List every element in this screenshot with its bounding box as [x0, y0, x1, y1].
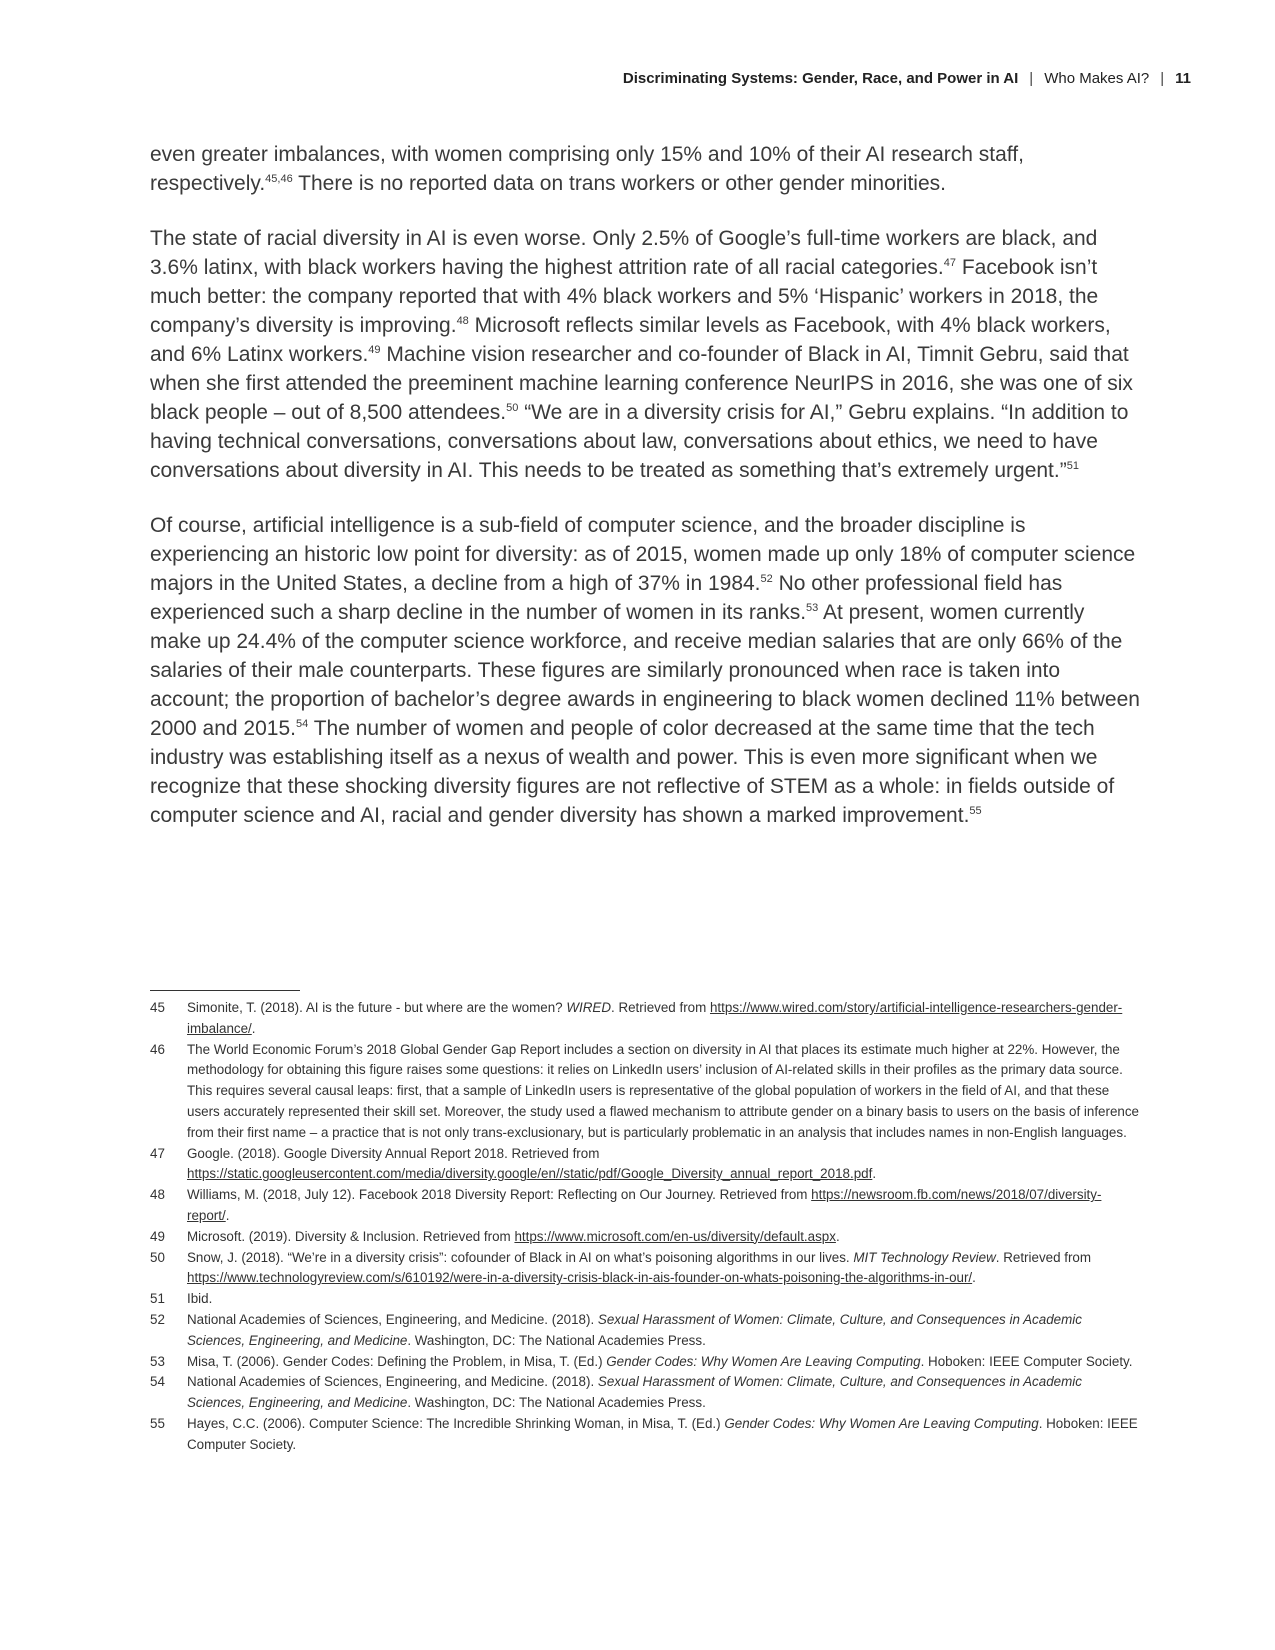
footnote-text: National Academies of Sciences, Engineering, and Medicine. (2018). Sexual Harassment of Women: Climate, Culture, and Consequences in Academic Sciences, Engineering, and Medicine. Washington, DC: The National Academies Press.: [187, 1374, 1082, 1411]
footnote-ref: 47: [943, 257, 956, 269]
footnote-number: 53: [150, 1353, 165, 1369]
footnote-ref: 50: [506, 402, 519, 414]
footnote: [150, 998, 1140, 1040]
footnote: [150, 1352, 1140, 1373]
footnote-text: The World Economic Forum’s 2018 Global Gender Gap Report includes a section on diversity in AI that places its estimate much higher at 22%. However, the methodology for obtaining this figure raises some questions: it relies on LinkedIn users’ inclusion of AI-related skills in their profiles as the primary data source. This requires several causal leaps: first, that a sample of LinkedIn users is representative of the global population of workers in the field of AI, and that these users accurately represented their skill set. Moreover, the study used a flawed mechanism to attribute gender on a binary basis to users on the basis of inference from their first name – a practice that is not only trans-exclusionary, but is particularly problematic in an analysis that includes names in non-English languages.: [187, 1041, 1139, 1140]
footnote-link[interactable]: https://newsroom.fb.com/news/2018/07/diversity-report/: [187, 1187, 1102, 1223]
footnote-text: Google. (2018). Google Diversity Annual Report 2018. Retrieved from https://static.googleusercontent.com/media/diversity.google/en//static/pdf/Google_Diversity_annual_report_2018.pdf.: [187, 1145, 877, 1182]
footnote-text: Simonite, T. (2018). AI is the future - but where are the women? WIRED. Retrieved from https://www.wired.com/story/artificial-intelligence-researchers-gender-imbalance/.: [187, 1000, 1123, 1036]
body-text: At present, women currently make up 24.4% of the computer science workforce, and receive median salaries that are only 66% of the salaries of their male counterparts. These figures are similarly pronounced when race is taken into account; the proportion of bachelor’s degree awards in engineering to black women declined 11% between 2000 and 2015.: [150, 601, 1140, 740]
footnote: [150, 1414, 1140, 1456]
footnote-ref: 49: [368, 344, 381, 356]
footnote-text: Snow, J. (2018). “We’re in a diversity crisis”: cofounder of Black in AI on what’s poisoning algorithms in our lives. MIT Technology Review. Retrieved from https://www.technologyreview.com/s/610192/were-in-a-diversity-crisis-black-in-ais-founder-on-whats-poisoning-the-algorithms-in-our/.: [187, 1249, 1092, 1286]
footnote: [150, 1372, 1140, 1414]
footnote-text: Ibid.: [187, 1291, 213, 1307]
footnote: [150, 1289, 1140, 1310]
footnote-link[interactable]: https://www.technologyreview.com/s/610192/were-in-a-diversity-crisis-black-in-ais-founder-on-whats-poisoning-the-algorithms-in-our/: [187, 1270, 973, 1286]
footnote: [150, 1040, 1140, 1144]
footnote: [150, 1248, 1140, 1290]
footnote-ref: 51: [1066, 460, 1079, 472]
page-number: 11: [1175, 70, 1191, 87]
body-text: Microsoft reflects similar levels as Facebook, with 4% black workers, and 6% Latinx workers.: [150, 314, 1111, 366]
paragraph-racial-diversity: [150, 224, 1140, 485]
footnote-link[interactable]: https://www.microsoft.com/en-us/diversity/default.aspx: [514, 1228, 836, 1244]
body-text: Machine vision researcher and co-founder of Black in AI, Timnit Gebru, said that when she first attended the preeminent machine learning conference NeurIPS in 2016, she was one of six black people – out of 8,500 attendees.: [150, 343, 1133, 424]
body-text: The number of women and people of color decreased at the same time that the tech industry was establishing itself as a nexus of wealth and power. This is even more significant when we recognize that these shocking diversity figures are not reflective of STEM as a whole: in fields outside of computer science and AI, racial and gender diversity has shown a marked improvement.: [150, 717, 1115, 827]
footnote: [150, 1185, 1140, 1227]
footnote-number: 54: [150, 1374, 165, 1390]
footnote-ref: 52: [760, 573, 773, 585]
body-text: even greater imbalances, with women comprising only 15% and 10% of their AI research staff, respectively.: [150, 143, 1024, 195]
footnote-number: 51: [150, 1291, 165, 1307]
body-text: The state of racial diversity in AI is even worse. Only 2.5% of Google’s full-time workers are black, and 3.6% latinx, with black workers having the highest attrition rate of all racial categories.: [150, 227, 1098, 279]
footnote-text: National Academies of Sciences, Engineering, and Medicine. (2018). Sexual Harassment of Women: Climate, Culture, and Consequences in Academic Sciences, Engineering, and Medicine. Washington, DC: The National Academies Press.: [187, 1311, 1082, 1348]
body-text: “We are in a diversity crisis for AI,” Gebru explains. “In addition to having technical conversations, conversations about law, conversations about ethics, we need to have conversations about diversity in AI. This needs to be treated as something that’s extremely urgent.”: [150, 401, 1129, 482]
main-body: [150, 140, 1140, 856]
footnote: [150, 1144, 1140, 1186]
footnote-number: 47: [150, 1145, 165, 1161]
footnote: [150, 1310, 1140, 1352]
footnote-number: 55: [150, 1415, 165, 1431]
footnote-ref: 54: [295, 718, 309, 730]
body-text: No other professional field has experienced such a sharp decline in the number of women in its ranks.: [150, 572, 1063, 624]
section-title: Who Makes AI?: [1044, 70, 1150, 87]
body-text: Facebook isn’t much better: the company reported that with 4% black workers and 5% ‘Hispanic’ workers in 2018, the company’s diversity is improving.: [150, 256, 1099, 337]
footnote-number: 49: [150, 1228, 165, 1244]
header-separator: |: [1029, 70, 1034, 87]
footnote-ref: 53: [806, 602, 819, 614]
footnote-link[interactable]: https://static.googleusercontent.com/media/diversity.google/en//static/pdf/Google_Diversity_annual_report_2018.pdf: [187, 1166, 873, 1182]
footnote-number: 45: [150, 1000, 165, 1015]
footnote-text: Microsoft. (2019). Diversity & Inclusion. Retrieved from https://www.microsoft.com/en-us/diversity/default.aspx.: [187, 1228, 840, 1244]
paragraph-gender-imbalance: [150, 140, 1140, 198]
paragraph-computer-science: [150, 511, 1140, 830]
footnote-ref: 45,46: [265, 173, 293, 185]
footnotes: [150, 998, 1140, 1456]
report-title: Discriminating Systems: Gender, Race, and Power in AI: [622, 70, 1019, 87]
footnote-ref: 48: [456, 315, 469, 327]
footnote-text: Hayes, C.C. (2006). Computer Science: The Incredible Shrinking Woman, in Misa, T. (Ed.) Gender Codes: Why Women Are Leaving Computing. Hoboken: IEEE Computer Society.: [187, 1415, 1138, 1452]
footnote-number: 46: [150, 1041, 165, 1057]
footnote-number: 50: [150, 1249, 165, 1265]
footnote: [150, 1227, 1140, 1248]
footnote-ref: 55: [969, 805, 982, 817]
running-header: [623, 70, 1191, 87]
footnote-link[interactable]: https://www.wired.com/story/artificial-intelligence-researchers-gender-imbalance/: [187, 1000, 1123, 1036]
footnote-text: Misa, T. (2006). Gender Codes: Defining the Problem, in Misa, T. (Ed.) Gender Codes: Why Women Are Leaving Computing. Hoboken: IEEE Computer Society.: [187, 1353, 1133, 1369]
body-text: There is no reported data on trans workers or other gender minorities.: [292, 172, 946, 195]
body-text: Of course, artificial intelligence is a sub-field of computer science, and the broader discipline is experiencing an historic low point for diversity: as of 2015, women made up only 18% of computer science majors in the United States, a decline from a high of 37% in 1984.: [150, 514, 1136, 595]
header-separator: |: [1160, 70, 1165, 87]
footnote-text: Williams, M. (2018, July 12). Facebook 2018 Diversity Report: Reflecting on Our Journey. Retrieved from https://newsroom.fb.com/news/2018/07/diversity-report/.: [187, 1187, 1102, 1223]
footnote-divider: [150, 990, 300, 991]
footnote-number: 52: [150, 1311, 165, 1327]
footnote-number: 48: [150, 1187, 165, 1203]
